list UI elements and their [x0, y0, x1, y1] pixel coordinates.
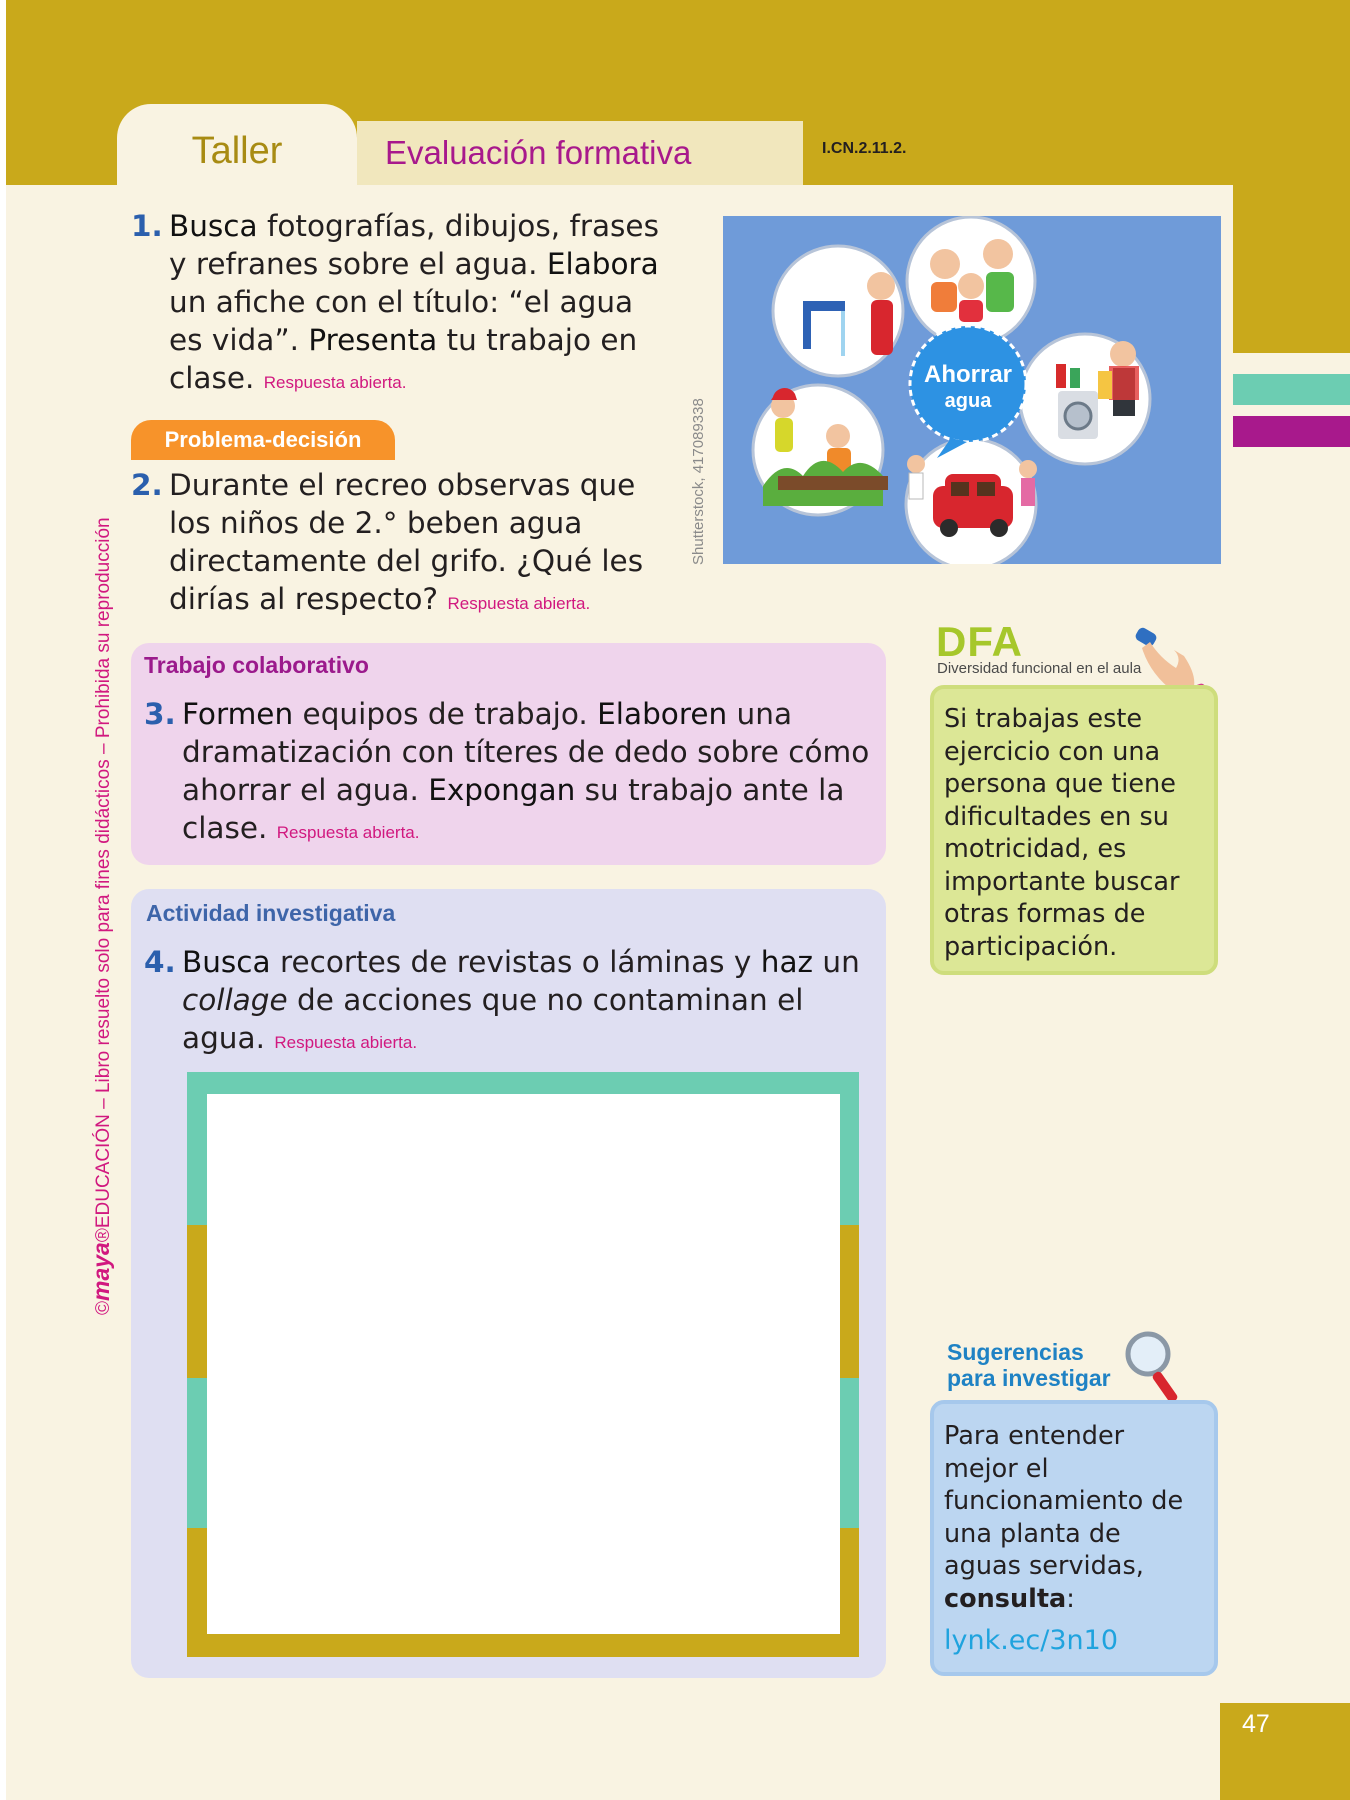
- question-text: tu trabajo en clase.: [169, 323, 638, 395]
- dfa-note: [930, 685, 1218, 975]
- tab-evaluacion-formativa: Evaluación formativa: [357, 121, 803, 185]
- registered-mark: ®: [93, 1228, 114, 1243]
- verb: Formen: [182, 697, 294, 731]
- question-text: un: [813, 945, 860, 979]
- question-4: [144, 943, 884, 1062]
- question-1: [131, 207, 666, 402]
- actividad-investigativa-heading: Actividad investigativa: [146, 900, 396, 926]
- page-number-box: [1220, 1703, 1350, 1800]
- question-2: [131, 466, 686, 623]
- problema-decision-label: Problema-decisión: [131, 420, 395, 460]
- trabajo-colaborativo-heading: Trabajo colaborativo: [144, 652, 369, 678]
- question-3: [144, 695, 874, 852]
- magenta-accent-strip: [1233, 416, 1350, 447]
- dfa-subtitle: Diversidad funcional en el aula: [937, 660, 1142, 677]
- sugerencias-title-line2: para investigar: [947, 1365, 1111, 1391]
- answer-note: Respuesta abierta.: [276, 823, 420, 842]
- question-text: fotografías, dibujos, frases y refranes sobre el agua.: [169, 209, 659, 281]
- dfa-title: DFA: [936, 618, 1023, 665]
- dfa-text: Si trabajas este ejercicio con una persona que tiene dificultades en su motricidad, es importante buscar otras formas de participación.: [944, 704, 1180, 962]
- question-text: un afiche con el título: “el agua es vida”.: [169, 285, 634, 357]
- question-text-italic: collage: [182, 983, 288, 1017]
- question-text: de acciones que no contaminan el agua.: [182, 983, 804, 1055]
- verb: Busca: [169, 209, 258, 243]
- copyright-symbol: ©: [93, 1301, 114, 1315]
- water-saving-illustration: [723, 216, 1221, 564]
- page-number: 47: [1242, 1710, 1270, 1738]
- verb: Presenta: [308, 323, 438, 357]
- sugerencias-title: [947, 1339, 1111, 1391]
- bubble-text-line1: Ahorrar: [923, 361, 1013, 388]
- verb: Busca: [182, 945, 271, 979]
- verb: haz: [760, 945, 814, 979]
- answer-note: Respuesta abierta.: [447, 594, 591, 613]
- bubble-text-line2: agua: [944, 390, 992, 412]
- verb: Elabora: [546, 247, 659, 281]
- verb: Expongan: [428, 773, 576, 807]
- brand-logo-text: maya: [88, 1242, 114, 1301]
- answer-note: Respuesta abierta.: [274, 1033, 418, 1052]
- right-margin-band: [1233, 185, 1350, 353]
- sugerencias-note: [930, 1400, 1218, 1676]
- question-number: 4.: [144, 945, 176, 979]
- question-number: 3.: [144, 697, 176, 731]
- question-text: una dramatización con títeres de dedo sobre cómo ahorrar el agua.: [182, 697, 870, 807]
- copyright-notice: [88, 517, 115, 1315]
- sugerencias-text: Para entender mejor el funcionamiento de una planta de aguas servidas,: [944, 1421, 1184, 1581]
- sugerencias-title-line1: Sugerencias: [947, 1339, 1084, 1365]
- sugerencias-colon: :: [1066, 1583, 1075, 1614]
- ahorrar-agua-illustration: [723, 216, 1221, 564]
- question-text: Durante el recreo observas que los niños de 2.° beben agua directamente del grifo. ¿Qué les dirías al respecto?: [169, 468, 644, 616]
- question-text: recortes de revistas o láminas y: [270, 945, 761, 979]
- question-number: 2.: [131, 468, 163, 502]
- copyright-text: EDUCACIÓN – Libro resuelto solo para fines didácticos – Prohibida su reproducción: [93, 517, 114, 1229]
- collage-drawing-area[interactable]: [207, 1094, 840, 1634]
- verb: Elaboren: [597, 697, 728, 731]
- question-number: 1.: [131, 209, 163, 243]
- teal-accent-strip: [1233, 374, 1350, 405]
- curriculum-code: I.CN.2.11.2.: [822, 140, 907, 157]
- page-edge: [0, 0, 6, 1800]
- answer-note: Respuesta abierta.: [263, 373, 407, 392]
- sugerencias-verb: consulta: [944, 1583, 1067, 1614]
- question-text: equipos de trabajo.: [293, 697, 598, 731]
- tab-taller: Taller: [117, 104, 357, 186]
- sugerencias-link[interactable]: lynk.ec/3n10: [944, 1625, 1119, 1656]
- image-credit: Shutterstock, 417089338: [690, 398, 707, 565]
- question-text: su trabajo ante la clase.: [182, 773, 845, 845]
